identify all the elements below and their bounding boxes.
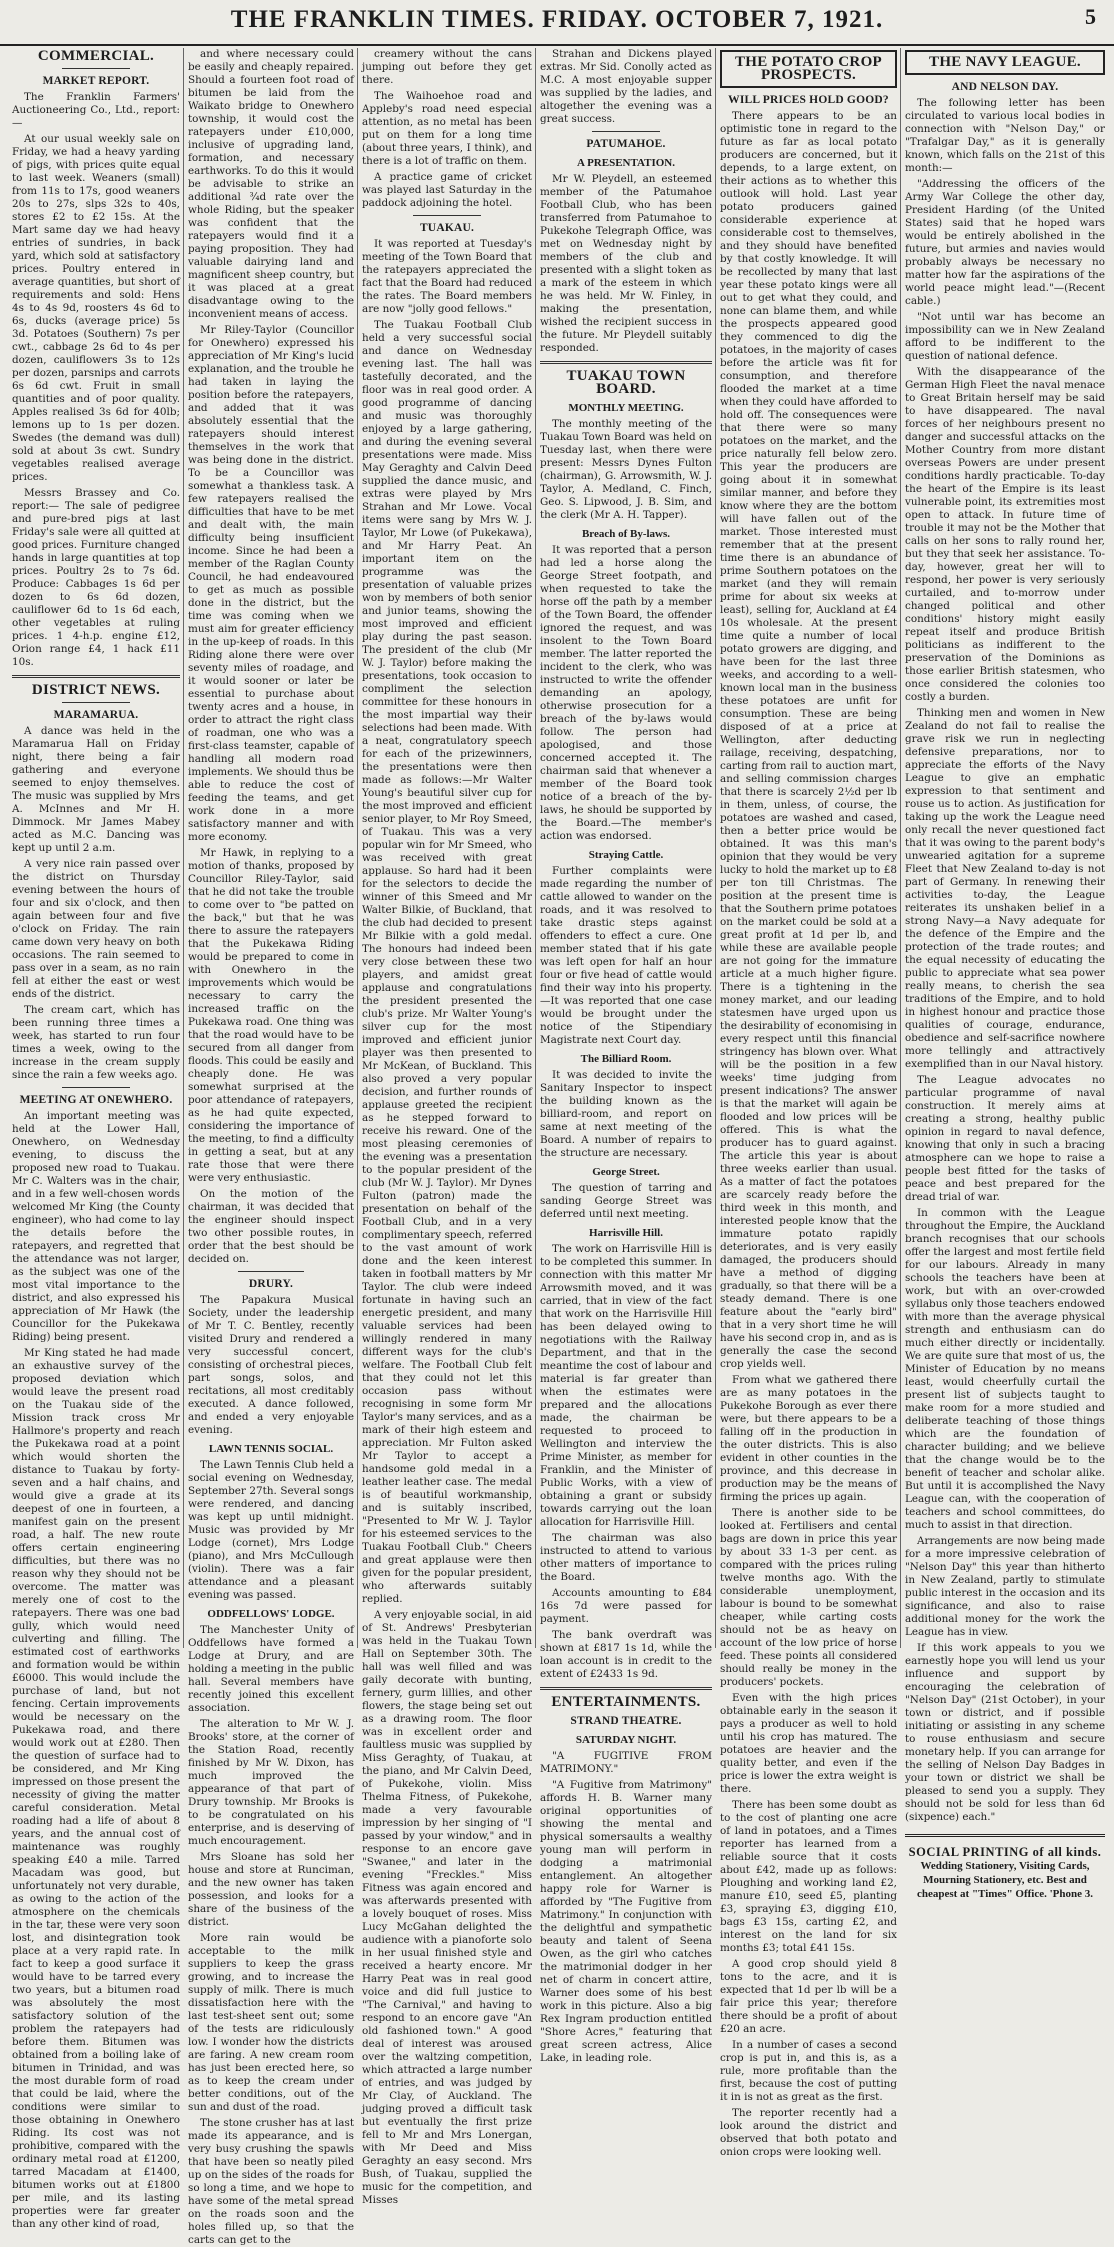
divider [592, 131, 661, 132]
article-heading-drury: DRURY. [248, 1278, 294, 1290]
paragraph: It was reported at Tuesday's meeting of the Town Board that the ratepayers appreciated the fact that the Board had reduced the rates. The Board members are now "jolly good fellows." [362, 238, 532, 315]
column-5 [720, 48, 898, 2158]
paragraph: "Not until war has become an impossibility can we in New Zealand afford to be indifferent to the question of national defence. [905, 311, 1105, 362]
masthead-title: THE FRANKLIN TIMES. FRIDAY. OCTOBER 7, 1921. [230, 6, 884, 33]
paragraph: On the motion of the chairman, it was decided that the engineer should inspect two other possible routes, in order that the best should be decided on. [188, 1188, 354, 1265]
headline-box-potato [720, 50, 897, 88]
section-heading-potato: THE POTATO CROP PROSPECTS. [734, 54, 882, 83]
paragraph: A dance was held in the Maramarua Hall on Friday night, there being a fair gathering and everyone seemed to enjoy themselves. The music was supplied by Mrs A. McInnes and Mr H. Dimmock. Mr James Mabey acted as M.C. Dancing was kept up until 2 a.m. [12, 725, 180, 854]
article-subheading-bylaws: Breach of By-laws. [581, 528, 671, 540]
paragraph: At our usual weekly sale on Friday, we had a heavy yarding of pigs, with prices quite equal to last week. Weaners (small) from 11s to 17s, good weaners 20s to 27s, slps 32s to 40s, stores £2 to £2 15s. At the Mart same day we had heavy entries of sundries, in back yard, which sold at satisfactory prices. Poultry entered in average quantities, but short of requirements and sold: Hens 4s to 4s 9d, roosters 4s 6d to 6s, ducks (average price) 5s 3d. Potatoes (Southern) 7s per cwt., cabbage 2s 6d to 4s per dozen, cauliflowers 3s to 12s per dozen, parsnips and carrots 6s 6d cwt. Fruit in small quantities and of poor quality. Apples realised 3s 6d for 40lb; lemons up to 1s per dozen. Swedes (the demand was dull) sold at about 3s cwt. Sundry vegetables realised average prices. [12, 133, 180, 483]
paragraph: More rain would be acceptable to the milk suppliers to keep the grass growing, and to increase the supply of milk. There is much dissatisfaction here with the last test-sheet sent out; some of the tests are ridiculously low. I wonder how the districts are faring. A new cream room has just been erected here, so as to keep the cream under better conditions, out of the sun and dust of the road. [188, 1932, 354, 2113]
section-heading-navy: THE NAVY LEAGUE. [929, 54, 1081, 70]
advertisement-social-printing [905, 1834, 1105, 1901]
paragraph: The question of tarring and sanding George Street was deferred until next meeting. [540, 1182, 712, 1220]
paragraph: "Addressing the officers of the Army War College the other day, President Harding (of the United States) said that he hoped wars would be entirely abolished in the future, but armies and navies would probably always be necessary no matter how far the aspirations of the world peace might lead."—(Recent cable.) [905, 178, 1105, 307]
paragraph: The Tuakau Football Club held a very successful social and dance on Wednesday evening last. The hall was tastefully decorated, and the floor was in real good order. A good programme of dancing and music was thoroughly enjoyed by a large gathering, and during the evening several presentations were made. Miss May Geraghty and Calvin Deed supplied the dance music, and extras were played by Mrs Strahan and Mr Lowe. Vocal items were sang by Mrs W. J. Taylor, Mr Lowe (of Pukekawa), and Mr Harry Peat. An important item on the programme was the presentation of valuable prizes won by members of both senior and junior teams, showing the most improved and efficient play during the past season. The president of the club (Mr W. J. Taylor) before making the presentations, took occasion to compliment the selection committee for these honours in the most impartial way their selections had been made. With a neat, congratulatory speech for each of the prizewinners, the presentations were then made as follows:—Mr Walter Young's beautiful silver cup for the most improved and efficient senior player, to Mr Roy Smeed, of Tuakau. This was a very popular win for Mr Smeed, who was received with great applause. So hard had it been for the selectors to decide the winner of this Smeed and Mr Walter Bilkie, of Buckland, that the club had decided to present Mr Bilkie with a gold medal. The honours had indeed been very close between these two players, and amidst great applause and congratulations the president presented the club's prize. Mr Walter Young's silver cup for the most improved and efficient junior player was then presented to Mr McKean, of Buckland. This also proved a very popular decision, and further rounds of applause greeted the recipient as he stepped forward to receive his reward. One of the most pleasing ceremonies of the evening was a presentation to the popular president of the club (Mr W. J. Taylor). Mr Dynes Fulton (patron) made the presentation on behalf of the Football Club, and in a very complimentary speech, referred to the vast amount of work done and the keen interest taken in football matters by Mr Taylor. The club were indeed fortunate in having such an energetic president, and many valuable services had been willingly rendered in many different ways for the club's welfare. The Football Club felt that they could not let this occasion pass without recognising in some form Mr Taylor's many services, and as a mark of their high esteem and appreciation. Mr Fulton asked Mr Taylor to accept a handsome gold medal in a leather leather case. The medal is of beautiful workmanship, and is suitably inscribed, "Presented to Mr W. J. Taylor for his esteemed services to the Tuakau Football Club." Cheers and great applause were then given for the popular president, who afterwards suitably replied. [362, 319, 532, 1605]
paragraph: The Papakura Musical Society, under the leadership of Mr T. C. Bentley, recently visited Drury and rendered a very successful concert, consisting of orchestral pieces, part songs, solos, and recitations, all most creditably executed. A dance followed, and ended a very enjoyable evening. [188, 1294, 354, 1436]
article-heading-patumahoe: PATUMAHOE. [586, 138, 666, 150]
paragraph: Mr King stated he had made an exhaustive survey of the proposed deviation which would leave the present road on the Tuakau side of the Mission track cross Mr Hallmore's property and reach the Pukekawa road at a point which would shorten the distance to Tuakau by forty-seven and a half chains, and would give a grade at its deepest of one in fourteen, a manifest gain on the present road, a half. The new route offers certain engineering difficulties, but there was no reason why they should not be overcome. The matter was merely one of cost to the ratepayers. There was one bad gully, which would need culverting and filling. The estimated cost of earthworks and formation would be within £6000. This would include the purchase of land, but not fencing. Certain improvements would be necessary on the Pukekawa road, and there would work out at £280. Then the question of surface had to be considered, and Mr King impressed on those present the necessity of giving the matter careful consideration. Metal roading had a life of about 8 years, and the annual cost of maintenance was roughly speaking £40 a mile. Tarred Macadam was good, but unfortunately not very durable, as owing to the action of the atmosphere on the chemicals in the tar, these were very soon lost, and disintegration took place at a very rapid rate. In fact to keep a good surface it would have to be tarred every two years, but a bitumen road was absolutely the most satisfactory solution of the problem the ratepayers had before them. Bitumen was obtained from a boiling lake of bitumen in Trinidad, and was the most durable form of road that could be laid, where the conditions were similar to those obtaining in Onewhero Riding. Its cost was not prohibitive, compared with the ordinary metal road at £1200, tarred Macadam at £1400, bitumen works out at £1800 per mile, and its lasting properties were far greater than any other kind of road, [12, 1347, 180, 2230]
paragraph: In common with the League throughout the Empire, the Auckland branch recognises that our schools offer the largest and most fertile field for our labours. Already in many schools the teachers have been at work, but with an over-crowded syllabus only those teachers endowed with more than the average physical strength and enthusiasm can do much either directly or incidentally. We are quite sure that most of us, the Minister of Education by no means least, would cheerfully curtail the present list of subjects taught to make room for a more studied and deliberate teaching of those things which are the foundation of character building; and we believe that the change would be to the benefit of teacher and scholar alike. But until it is accomplished the Navy League can, with the cooperation of teachers and school committees, do much to assist in that direction. [905, 1207, 1105, 1531]
article-subheading-lawn-tennis: LAWN TENNIS SOCIAL. [208, 1443, 334, 1455]
column-4 [540, 48, 712, 2064]
article-heading-market-report: MARKET REPORT. [42, 75, 150, 87]
paragraph: There has been some doubt as to the cost of planting one acre of land in potatoes, and a Times reporter has learned from a reliable source that it costs about £42, made up as follows: Ploughing and working land £2, manure £10, seed £5, planting £3, spraying £3, digging £10, bags £3 15s, carting £2, and interest on the land for six months £3; total £41 15s. [720, 1799, 897, 1954]
column-rule [900, 48, 901, 1648]
paragraph: Arrangements are now being made for a more impressive celebration of "Nelson Day" this year than hitherto in New Zealand, partly to stimulate public interest in the occasion and its significance, and also to raise additional money for the work the League has in view. [905, 1535, 1105, 1638]
paragraph: The following letter has been circulated to various local bodies in connection with "Nelson Day," or "Trafalgar Day," as it is generally known, which falls on the 21st of this month:— [905, 97, 1105, 174]
ad-line: Wedding Stationery, Visiting Cards, [920, 1860, 1090, 1872]
article-heading-tuakau: TUAKAU. [419, 222, 475, 234]
ad-line: cheapest at "Times" Office. 'Phone 3. [916, 1888, 1094, 1900]
paragraph: Further complaints were made regarding the number of cattle allowed to wander on the roads, and it was resolved to take drastic steps against offenders to effect a cure. One member stated that if his gate was left open for half an hour four or five head of cattle would find their way into his property.—It was reported that one case would be brought under the notice of the Stipendiary Magistrate next Court day. [540, 865, 712, 1046]
paragraph: Mr Riley-Taylor (Councillor for Onewhero) expressed his appreciation of Mr King's lucid explanation, and the trouble he had taken in laying the position before the ratepayers, and added that it was absolutely essential that the ratepayers should interest themselves in the work that was being done in the district. To be a Councillor was somewhat a thankless task. A few ratepayers realised the difficulties that have to be met and dealt with, the main difficulty being insufficient income. Since he had been a member of the Raglan County Council, he had endeavoured to get as much as possible done in the district, but the time was coming when we must aim for greater efficiency in the up-keep of roads. In this Riding alone there were over seventy miles of roadage, and it would sooner or later be essential to purchase about twenty acres and a house, in order to attract the right class of roadman, one who was a first-class teamster, capable of handling all modern road implements. We should thus be able to reduce the cost of feeding the teams, and get work done in a more satisfactory manner and with more economy. [188, 324, 354, 843]
paragraph: "A Fugitive from Matrimony" affords H. B. Warner many original opportunities of showing the mental and physical somersaults a wealthy young man will perform in dodging a matrimonial entanglement. An altogether happy role for Warner is afforded by "The Fugitive from Matrimony." In conjunction with the delightful and sympathetic beauty and talent of Seena Owen, as the girl who catches the matrimonial dodger in her net of charm in concert attire, Warner does some of his best work in this picture. Also a big Rex Ingram production entitled "Shore Acres," featuring that great screen actress, Alice Lake, in leading role. [540, 1779, 712, 2064]
article-subheading-billiard: The Billiard Room. [580, 1053, 672, 1065]
paragraph: creamery without the cans jumping out before they get there. [362, 48, 532, 86]
paragraph: The reporter recently had a look around the district and observed that both potato and onion crops were looking well. [720, 2107, 897, 2158]
column-rule [183, 48, 184, 1648]
divider [413, 215, 481, 216]
column-3 [362, 48, 532, 2206]
divider [238, 1271, 304, 1272]
paragraph: The Franklin Farmers' Auctioneering Co., Ltd., report:— [12, 91, 180, 129]
paragraph: Thinking men and women in New Zealand do not fail to realise the grave risk we run in neglecting defensive preparations, nor to appreciate the efforts of the Navy League to give an emphatic expression to that sentiment and rouse us to action. As justification for taking up the work the League need only recall the never questioned fact that it was owing to the parent body's unwearied agitation for a supreme Fleet that New Zealand to-day is not part of Germany. In renewing their activities to-day, the League reiterates its unshaken belief in a strong Navy—a Navy adequate for the defence of the Empire and the protection of the trade routes; and the equal necessity of educating the public to appreciate what sea power really means, to cherish the sea traditions of the Empire, and to hold in highest honour and practice those qualities of courage, endurance, obedience and self-sacrifice nowhere more tellingly and attractively exemplified than in our Naval history. [905, 707, 1105, 1070]
paragraph: The alteration to Mr W. J. Brooks' store, at the corner of the Station Road, recently finished by Mr W. Dixon, has much improved the appearance of that part of Drury township. Mr Brooks is to be congratulated on his enterprise, and is deserving of much encouragement. [188, 1718, 354, 1847]
paragraph: A good crop should yield 8 tons to the acre, and it is expected that 1d per lb will be a fair price this year; therefore there should be a profit of about £20 an acre. [720, 1958, 897, 2035]
article-subheading-george-street: George Street. [592, 1166, 660, 1178]
paragraph: Even with the high prices obtainable early in the season it pays a producer as well to hold until his crop has matured. The potatoes are heavier and the quality better, and even if the price is lower the extra weight is there. [720, 1692, 897, 1795]
paragraph: The bank overdraft was shown at £817 1s 1d, while the loan account is in credit to the extent of £2433 1s 9d. [540, 1629, 712, 1680]
paragraph: There appears to be an optimistic tone in regard to the future as far as local potato producers are concerned, but it depends, to a large extent, on their actions as to whether this outlook will hold. Last year potato producers gained considerable experience at considerable cost to themselves, and they should have benefited by that costly knowledge. It will be recollected by many that last year these potato kings were all out to get what they could, and none can blame them, and while the prospects appeared good they commenced to dig the potatoes, in the majority of cases before the article was fit for consumption, and therefore flooded the market at a time when they could have afforded to hold off. The consequences were that there were so many potatoes on the market, and the price naturally fell below zero. This year the producers are going about it in somewhat similar manner, and before they know where they are the bottom will have fallen out of the market. Those interested must remember that at the present time there is an abundance of prime Southern potatoes on the market (and they will remain prime for about six weeks at least), selling for, Auckland at £4 10s wholesale. At the present time quite a number of local potato growers are digging, and have been for the last three weeks, and according to a well-known local man in the business these potatoes are unfit for consumption. These are being disposed of at a price at Wellington, after deducting railage, receiving, despatching, carting from rail to auction mart, and selling commission charges that there is scarcely 2½d per lb in them, unless, of course, the potatoes are washed and cased, then a better price would be obtained. It was this man's opinion that they would be very lucky to hold the market up to £8 per ton till Christmas. The position at the present time is that the Southern prime potatoes on the market could be sold at a great profit at 1d per lb, and while these are available people are not going for the immature article at a much higher figure. There is a tightening in the money market, and our leading statesmen have urged upon us the desirability of economising in every respect until this financial stringency has blown over. What will be the position in a few weeks' time judging from present indications? The answer is that the market will again be flooded and low prices will be offered. This is what the producer has to guard against. The article this year is about three weeks earlier than usual. As a matter of fact the potatoes are scarcely ready before the third week in this month, and interested people know that the immature potato rapidly deteriorates, and is very easily damaged, the producers should have a method of digging gradually, so that there will be a steady demand. There is one feature about the "early bird" that in a very short time he will have his second crop in, and as is generally the case the second crop yields well. [720, 110, 898, 1370]
article-subheading-cattle: Straying Cattle. [588, 849, 664, 861]
paragraph: A very enjoyable social, in aid of St. Andrews' Presbyterian was held in the Tuakau Town Hall on September 30th. The hall was well filled and was gaily decorate with bunting, fernery, gurm lillies, and other flowers, the stage being set out as a drawing room. The floor was in excellent order and faultless music was supplied by Miss Geraghty, of Tuakau, at the piano, and Mr Calvin Deed, of Pukekohe, violin. Miss Thelma Fitness, of Pukekohe, made a very favourable impression by her singing of "I passed by your window," and in response to an encore gave "Swanee," and later in the evening "Freckles." Miss Fitness was again encored and was afterwards presented with a lovely bouquet of roses. Miss Lucy McGahan delighted the audience with a pianoforte solo in her usual finished style and received a hearty encore. Mr Harry Peat was in real good voice and did full justice to "The Carnival," and having to respond to an encore gave "An old fashioned town." A good deal of interest was aroused over the waltzing competition, which attracted a large number of entries, and was judged by Mr Clay, of Auckland. The judging proved a difficult task but eventually the first prize fell to Mr and Mrs Lonergan, with Mr Deed and Miss Geraghty an easy second. Mrs Bush, of Tuakau, supplied the music for the competition, and Misses [362, 1609, 532, 2206]
paragraph: If this work appeals to you we earnestly hope you will lend us your influence and support by encouraging the celebration of "Nelson Day" (21st October), in your town or district, and if possible initiating or assisting in any scheme to rouse enthusiasm and secure monetary help. If you can arrange for the selling of Nelson Day Badges in your town or district we shall be pleased to send you a supply. They should not be sold for less than 6d (sixpence) each." [905, 1642, 1105, 1823]
section-heading-town-board: TUAKAU TOWN BOARD. [566, 368, 686, 397]
column-1 [12, 48, 180, 2230]
article-heading-nelson-day: AND NELSON DAY. [951, 81, 1059, 93]
paragraph: From what we gathered there are as many potatoes in the Pukekohe Borough as ever there were, but there appears to be a falling off in the production in the outer districts. This is also evident in other counties in the province, and this decrease in production may be the means of firming the prices up again. [720, 1374, 897, 1503]
article-subheading-oddfellows: ODDFELLOWS' LODGE. [207, 1608, 335, 1620]
paragraph: and where necessary could be easily and cheaply repaired. Should a fourteen foot road of bitumen be laid from the Waikato bridge to Onewhero township, it would cost the ratepayers under £10,000, inclusive of upgrading land, formation, and necessary earthworks. To do this it would be advisable to strike an additional ¾d rate over the whole Riding, but the speaker was confident that the ratepayers would find it a paying proposition. They had valuable dairying land and magnificent sheep country, but it was placed at a great disadvantage owing to the inconvenient means of access. [188, 48, 354, 320]
divider [62, 68, 129, 69]
divider [12, 675, 180, 678]
paragraph: The cream cart, which has been running three times a week, has started to run four times a week, owing to the increase in the cream supply since the rain a few weeks ago. [12, 1004, 180, 1081]
paragraph: The monthly meeting of the Tuakau Town Board was held on Tuesday last, when there were present: Messrs Dynes Fulton (chairman), G. Arrowsmith, W. J. Taylor, A. Medland, C. Finch, Geo. S. Lipwood, J. B. Sim, and the clerk (Mr A. H. Tapper). [540, 418, 712, 521]
article-subheading-harrisville: Harrisville Hill. [589, 1227, 663, 1239]
paragraph: There is another side to be looked at. Fertilisers and cental bags are down in price this year by about 33 1-3 per cent. as compared with the prices ruling twelve months ago. With the considerable unemployment, labour is bound to be somewhat cheaper, while carting costs should not be as heavy on account of the low price of horse feed. These points all considered should really be money in the producers' pockets. [720, 1507, 897, 1688]
masthead [0, 0, 1114, 46]
article-heading-onewhero: MEETING AT ONEWHERO. [19, 1094, 173, 1106]
paragraph: The League advocates no particular programme of naval construction. It merely aims at creating a strong, healthy public opinion in regard to naval defence, knowing that only in such a bracing atmosphere can we hope to raise a people best fitted for the tasks of peace and best prepared for the dread trial of war. [905, 1074, 1105, 1203]
article-heading-maramarua: MARAMARUA. [53, 709, 139, 721]
divider [540, 361, 712, 364]
ad-title: SOCIAL PRINTING of all kinds. [908, 1845, 1102, 1859]
column-rule [357, 48, 358, 1648]
section-heading-entertainments: ENTERTAINMENTS. [551, 1694, 701, 1710]
paragraph: The Waihoehoe road and Appleby's road need especial attention, as no metal has been put on them for a long time (about three years, I think), and there is a lot of traffic on them. [362, 90, 532, 167]
paragraph: Messrs Brassey and Co. report:— The sale of pedigree and pure-bred pigs at last Friday's sale were all quitted at good prices. Furniture changed hands in large quantities at top prices. Poultry 2s to 7s 6d. Produce: Cabbages 1s 6d per dozen to 6s 6d dozen, cauliflower 6d to 1s 6d each, other vegetables at ruling prices. 1 4-h.p. engine £12, Orion range £4, 1 hack £11 10s. [12, 487, 180, 668]
article-subheading-presentation: A PRESENTATION. [576, 157, 675, 169]
paragraph: The Manchester Unity of Oddfellows have formed a Lodge at Drury, and are holding a meeting in the public hall. Several members have recently joined this excellent association. [188, 1624, 354, 1714]
paragraph: With the disappearance of the German High Fleet the naval menace to Great Britain herself may be said to have disappeared. The naval forces of her neighbours present no danger and successful attacks on the Mother Country from more distant overseas Powers are under present conditions hardly practicable. To-day the heart of the Empire is its least vulnerable point, its extremities most open to attack. In future time of trouble it may not be the Mother that calls on her sons to rally round her, but they that seek her assistance. To-day, however, great her will to respond, her power is very seriously curtailed, and to-morrow under changed political and other conditions' history might easily repeat itself and produce British politicians as indifferent to the preservation of the Dominions as those earlier British statesmen, who once considered the colonies too costly a burden. [905, 366, 1105, 703]
column-rule [535, 48, 536, 1648]
ad-line: Mourning Stationery, etc. Best and [923, 1874, 1087, 1886]
section-heading-commercial: COMMERCIAL. [37, 48, 155, 64]
paragraph: It was reported that a person had led a horse along the George Street footpath, and when requested to take the horse off the path by a member of the Town Board, the offender ignored the request, and was insolent to the Town Board member. The latter reported the incident to the clerk, who was instructed to write the offender demanding an apology, otherwise prosecution for a breach of the by-laws would follow. The person had apologised, and those concerned accepted it. The chairman said that whenever a member of the Board took notice of a breach of the by-laws, he should be supported by the Board.—The member's action was endorsed. [540, 544, 712, 842]
paragraph: A very nice rain passed over the district on Thursday evening between the hours of four and six o'clock, and then again between four and five o'clock on Friday. The rain came down very heavy on both occasions. The rain seemed to pass over in a seam, as no rain fell at either the east or west ends of the district. [12, 858, 180, 1000]
paragraph: The chairman was also instructed to attend to various other matters of importance to the Board. [540, 1532, 712, 1583]
paragraph: It was decided to invite the Sanitary Inspector to inspect the building known as the billiard-room, and report on same at next meeting of the Board. A number of repairs to the structure are necessary. [540, 1069, 712, 1159]
headline-box-navy [905, 50, 1105, 75]
article-heading-strand: STRAND THEATRE. [570, 1715, 682, 1727]
article-subheading-monthly: MONTHLY MEETING. [568, 402, 684, 414]
paragraph: Mrs Sloane has sold her house and store at Runciman, and the new owner has taken possession, and looks for a share of the business of the district. [188, 1851, 354, 1928]
paragraph: Mr W. Pleydell, an esteemed member of the Patumahoe Football Club, who has been transferred from Patumahoe to Pukekohe Telegraph Office, was met on Wednesday night by members of the club and presented with a slight token as a mark of the esteem in which he was held. Mr W. Finley, in making the presentation, wished the recipient success in the future. Mr Pleydell suitably responded. [540, 173, 712, 354]
paragraph: Accounts amounting to £84 16s 7d were passed for payment. [540, 1587, 712, 1625]
column-2 [188, 48, 354, 2246]
column-rule [715, 48, 716, 1648]
paragraph-lead: "A FUGITIVE FROM MATRIMONY." [540, 1750, 712, 1775]
paragraph: A practice game of cricket was played last Saturday in the paddock adjoining the hotel. [362, 171, 532, 209]
paragraph: Strahan and Dickens played extras. Mr Sid. Conolly acted as M.C. A most enjoyable supper was supplied by the ladies, and altogether the evening was a great success. [540, 48, 712, 125]
divider [62, 1087, 129, 1088]
paragraph: The stone crusher has at last made its appearance, and is very busy crushing the spawls that have been so neatly piled up on the sides of the roads for so long a time, and we hope to have some of the metal spread on the roads soon and the holes filled up, so that the carts can get to the [188, 2117, 354, 2246]
divider [62, 702, 129, 703]
column-6 [905, 48, 1105, 1900]
paragraph: The Lawn Tennis Club held a social evening on Wednesday, September 27th. Several songs were rendered, and dancing was kept up until midnight. Music was provided by Mr Lodge (cornet), Mrs Lodge (piano), and Mrs McCullough (violin). There was a fair attendance and a pleasant evening was passed. [188, 1459, 354, 1601]
article-heading-will-prices: WILL PRICES HOLD GOOD? [728, 94, 889, 106]
section-heading-district-news: DISTRICT NEWS. [31, 682, 161, 698]
article-subheading-saturday: SATURDAY NIGHT. [575, 1734, 677, 1746]
paragraph: The work on Harrisville Hill is to be completed this summer. In connection with this matter Mr Arrowsmith moved, and it was carried, that in view of the fact that work on the Harrisville Hill has been delayed owing to negotiations with the Railway Department, and that in the meantime the cost of labour and material is far greater than when the estimates were prepared and the allocations made, the chairman be requested to proceed to Wellington and interview the Prime Minister, as member for Franklin, and the Minister of Public Works, with a view of obtaining a grant or subsidy towards carrying out the loan allocation for Harrisville Hill. [540, 1243, 712, 1528]
paragraph: In a number of cases a second crop is put in, and this is, as a rule, more profitable than the first, because the cost of putting it in is not as great as the first. [720, 2039, 897, 2103]
paragraph: Mr Hawk, in replying to a motion of thanks, proposed by Councillor Riley-Taylor, said that he did not take the trouble to come over to "be patted on the back," but that he was there to assure the ratepayers that the Pukekawa Riding would be prepared to come in with Onewhero in the improvements which would be necessary to carry the increased traffic on the Pukekawa road. One thing was that the road would have to be secured from all danger from floods. This could be easily and cheaply done. He was somewhat surprised at the poor attendance of ratepayers, as he had quite expected, considering the importance of the meeting, to find a difficulty in getting a seat, but at any rate those that were there were very enthusiastic. [188, 847, 354, 1184]
paragraph: An important meeting was held at the Lower Hall, Onewhero, on Wednesday evening, to discuss the proposed new road to Tuakau. Mr C. Walters was in the chair, and in a few well-chosen words welcomed Mr King (the County engineer), who had come to lay the details before the ratepayers, and regretted that the attendance was not larger, as the subject was one of the most vital importance to the district, and also expressed his appreciation of Mr Hawk (the Councillor for the Pukekawa Riding) being present. [12, 1110, 180, 1343]
page-number: 5 [1085, 4, 1096, 29]
divider [540, 1687, 712, 1690]
